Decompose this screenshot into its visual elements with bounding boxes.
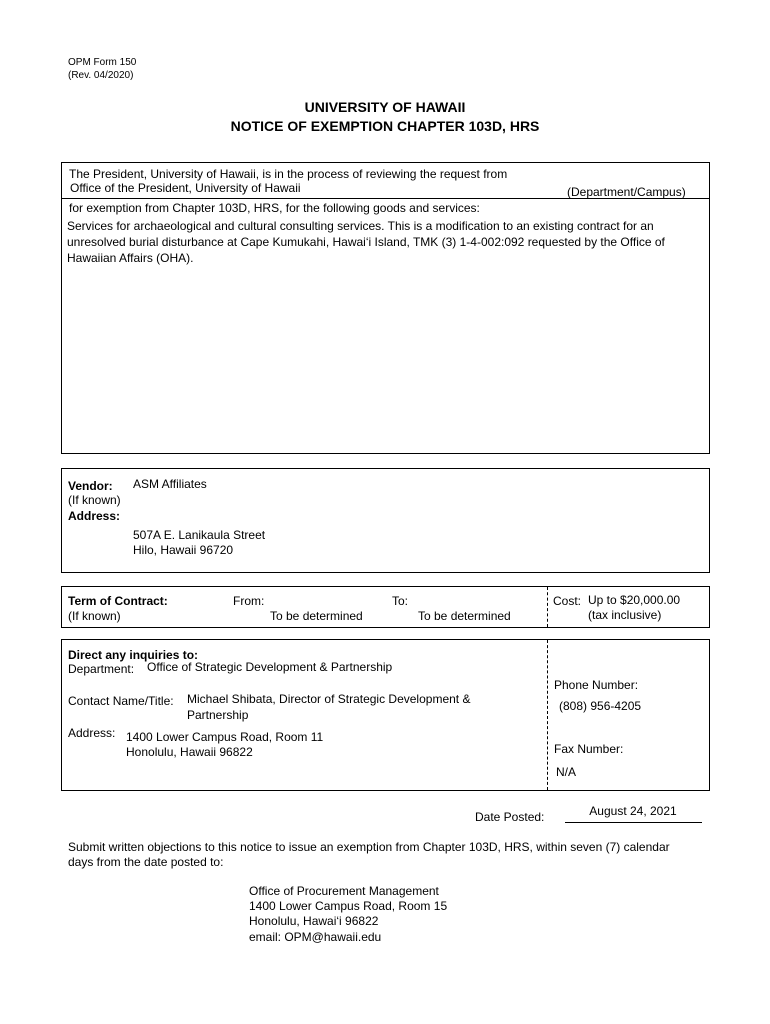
term-if-known: (If known) xyxy=(68,609,121,623)
cost-label: Cost: xyxy=(553,594,582,608)
contact-line1: Michael Shibata, Director of Strategic Development & xyxy=(187,692,471,706)
request-intro: The President, University of Hawaii, is in the process of reviewing the request from xyxy=(69,167,508,181)
description-line: unresolved burial disturbance at Cape Kumukahi, Hawai‘i Island, TMK (3) 1-4-002:092 requested by the Office of xyxy=(67,235,665,249)
exemption-text: for exemption from Chapter 103D, HRS, for the following goods and services: xyxy=(69,201,480,215)
date-posted-label: Date Posted: xyxy=(475,810,545,824)
inquiries-department-value: Office of Strategic Development & Partnership xyxy=(147,660,393,674)
page-title: UNIVERSITY OF HAWAII xyxy=(304,99,466,115)
cost-note: (tax inclusive) xyxy=(588,608,662,622)
date-posted-underline xyxy=(565,822,702,823)
term-label: Term of Contract: xyxy=(68,594,168,608)
vendor-section xyxy=(61,468,710,573)
date-posted-value: August 24, 2021 xyxy=(589,804,677,818)
to-value: To be determined xyxy=(418,609,511,623)
cost-value: Up to $20,000.00 xyxy=(588,593,681,607)
opm-email: email: OPM@hawaii.edu xyxy=(249,930,382,944)
opm-city: Honolulu, Hawai‘i 96822 xyxy=(249,914,379,928)
contact-label: Contact Name/Title: xyxy=(68,694,174,708)
fax-label: Fax Number: xyxy=(554,742,624,756)
page-subtitle: NOTICE OF EXEMPTION CHAPTER 103D, HRS xyxy=(230,118,540,134)
objections-text: days from the date posted to: xyxy=(68,855,224,869)
cost-divider xyxy=(547,587,548,627)
phone-divider xyxy=(547,640,548,790)
vendor-address-label: Address: xyxy=(68,509,121,523)
inquiries-department-label: Department: xyxy=(68,662,135,676)
vendor-label: Vendor: xyxy=(68,479,113,493)
objections-text: Submit written objections to this notice to issue an exemption from Chapter 103D, HRS, within seven (7) calendar xyxy=(68,840,670,854)
contract-section xyxy=(61,586,710,628)
description-line: Hawaiian Affairs (OHA). xyxy=(67,251,194,265)
vendor-if-known: (If known) xyxy=(68,493,121,507)
form-revision: (Rev. 04/2020) xyxy=(68,70,134,81)
vendor-name: ASM Affiliates xyxy=(133,477,207,491)
phone-value: (808) 956-4205 xyxy=(559,699,642,713)
department-value: Office of the President, University of Hawaii xyxy=(70,181,301,195)
inquiries-address-line1: 1400 Lower Campus Road, Room 11 xyxy=(126,730,324,744)
from-value: To be determined xyxy=(270,609,363,623)
contact-line2: Partnership xyxy=(187,708,249,722)
inquiries-address-label: Address: xyxy=(68,726,116,740)
phone-label: Phone Number: xyxy=(554,678,639,692)
opm-office: Office of Procurement Management xyxy=(249,884,439,898)
form-number: OPM Form 150 xyxy=(68,57,137,68)
inquiries-address-line2: Honolulu, Hawaii 96822 xyxy=(126,745,253,759)
description-line: Services for archaeological and cultural consulting services. This is a modification to an existing contract for an xyxy=(67,219,654,233)
from-label: From: xyxy=(233,594,265,608)
request-section xyxy=(61,162,710,454)
opm-street: 1400 Lower Campus Road, Room 15 xyxy=(249,899,448,913)
inquiries-section xyxy=(61,639,710,791)
inquiries-heading: Direct any inquiries to: xyxy=(68,648,199,662)
fax-value: N/A xyxy=(556,765,577,779)
to-label: To: xyxy=(392,594,409,608)
department-label: (Department/Campus) xyxy=(567,185,686,199)
vendor-address-line1: 507A E. Lanikaula Street xyxy=(133,528,266,542)
vendor-address-line2: Hilo, Hawaii 96720 xyxy=(133,543,234,557)
